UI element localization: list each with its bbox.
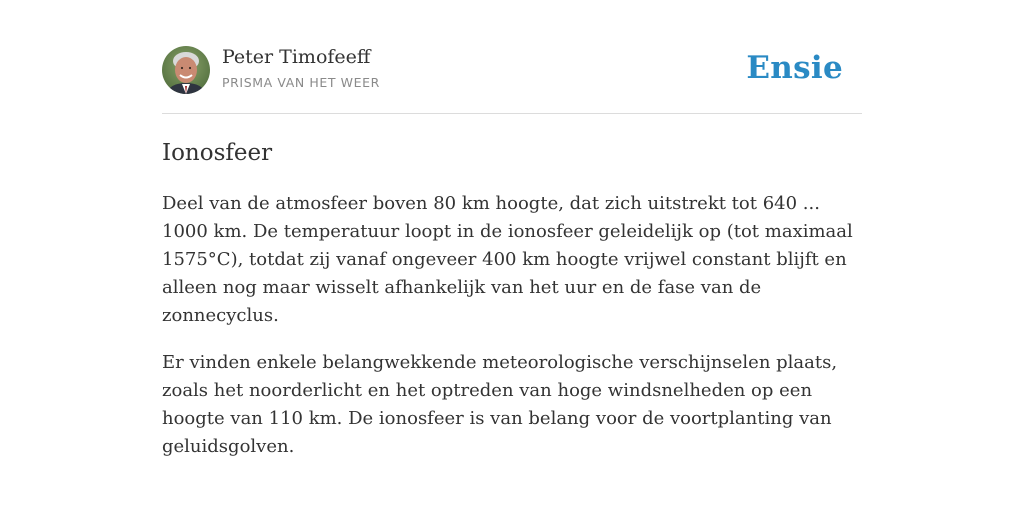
author-avatar[interactable]	[162, 46, 210, 94]
article-paragraph: Er vinden enkele belangwekkende meteorologische verschijnselen plaats, zoals het noorderlicht en het optreden van hoge windsnelheden op een hoogte van 110 km. De ionosfeer is van belang voor de voortplanting van geluidsgolven.	[162, 352, 838, 457]
article-title: Ionosfeer	[162, 140, 273, 166]
author-subtitle: PRISMA VAN HET WEER	[222, 75, 380, 90]
article-header	[162, 46, 862, 114]
avatar-portrait-icon	[162, 46, 210, 94]
article-card	[162, 46, 862, 461]
article-paragraph: Deel van de atmosfeer boven 80 km hoogte, dat zich uitstrekt tot 640 ... 1000 km. De temperatuur loopt in de ionosfeer geleidelijk op (tot maximaal 1575°C), totdat zij vanaf ongeveer 400 km hoogte vrijwel constant blijft en alleen nog maar wisselt afhankelijk van het uur en de fase van de zonnecyclus.	[162, 193, 853, 326]
brand-logo[interactable]: Ensie	[746, 50, 843, 86]
author-name[interactable]: Peter Timofeeff	[222, 46, 371, 68]
